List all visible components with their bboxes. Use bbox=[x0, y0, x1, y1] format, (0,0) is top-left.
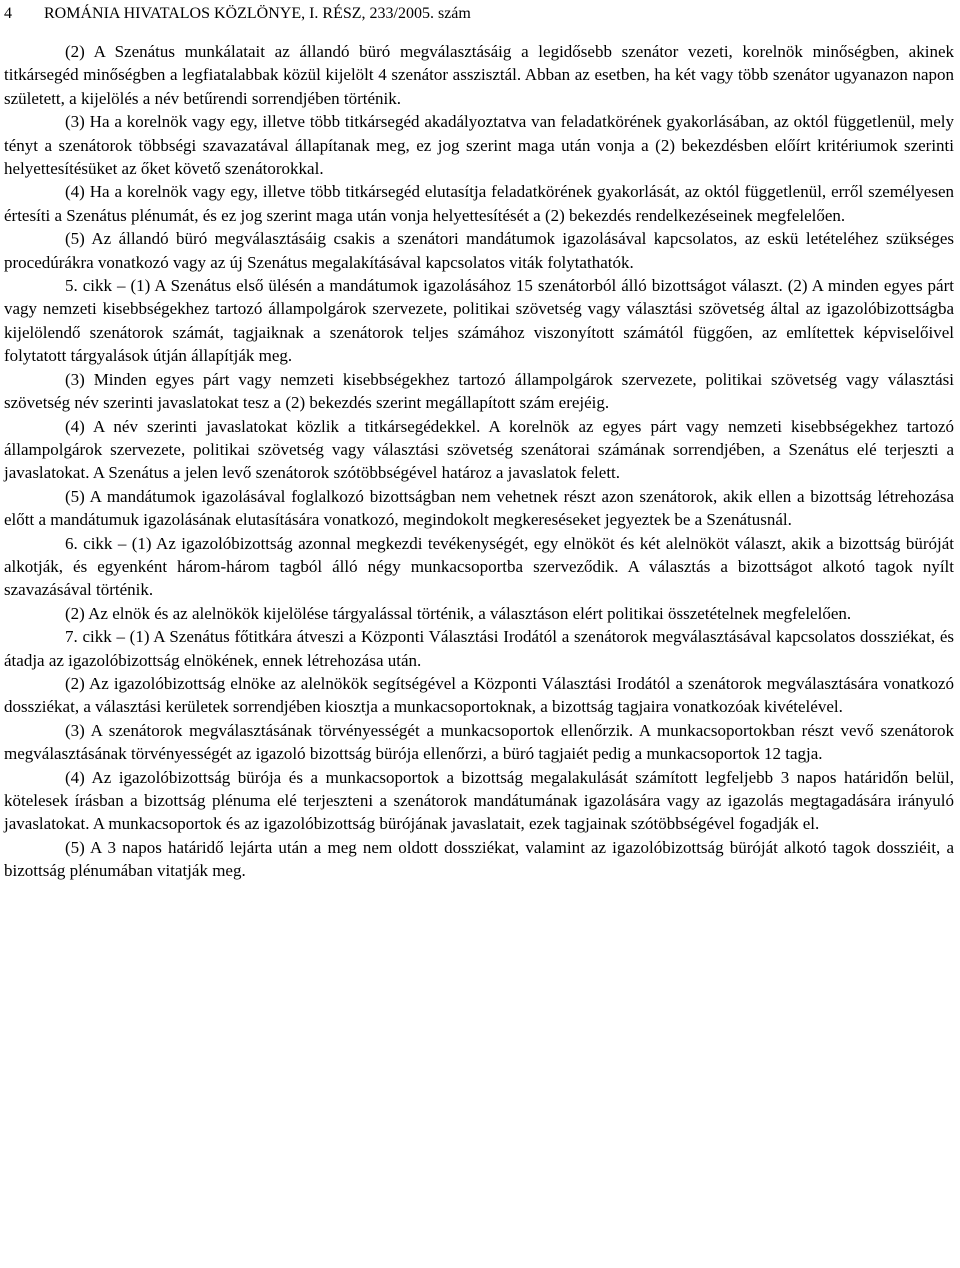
paragraph: (3) A szenátorok megválasztásának törvényességét a munkacsoportok ellenőrzik. A munkacsoportokban részt vevő szenátorok megválasztásának törvényességét az igazoló bizottság bürója ellenőrzi, a büró tagjaiét pedig a munkacsoportok 12 tagja. bbox=[4, 720, 954, 764]
paragraph: (4) Ha a korelnök vagy egy, illetve több titkársegéd elutasítja feladatkörének gyakorlását, az októl függetlenül, erről személyesen értesíti a Szenátus plénumát, és ez jog szerint maga után vonja helyettesítését a (2) bekezdés rendelkezéseinek megfelelően. bbox=[4, 182, 954, 225]
paragraph: 5. cikk – (1) A Szenátus első ülésén a mandátumok igazolásához 15 szenátorból álló bizottságot választ. (2) A minden egyes párt vagy nemzeti kisebbségekhez tartozó állampolgárok szervezete, politikai szövetség vagy választási szövetség által az igazolóbizottságba kijelölendő szenátorok számát, tagjaiknak a szenátorok teljes számához viszonyított számától függően, az említettek képviselőivel folytatott tárgyalások útján állapítják meg. bbox=[4, 276, 954, 366]
paragraph: 7. cikk – (1) A Szenátus főtitkára átveszi a Központi Választási Irodától a szenátorok megválasztásával kapcsolatos dossziékat, és átadja az igazolóbizottság elnökének, ennek létrehozása után. bbox=[4, 627, 954, 670]
page-header bbox=[4, 4, 956, 24]
paragraph: (2) Az elnök és az alelnökök kijelölése tárgyalással történik, a választáson elért politikai összetételnek megfelelően. bbox=[65, 603, 852, 623]
paragraph: (4) Az igazolóbizottság bürója és a munkacsoportok a bizottság megalakulását számított legfeljebb 3 napos határidőn belül, kötelesek írásban a bizottság plénuma elé terjeszteni a szenátorok mandátumának igazolására vagy az igazolás megtagadására irányuló javaslatokat. A munkacsoportok és az igazolóbizottság bürójának javaslatait, ezek tagjainak szótöbbségével fogadják el. bbox=[4, 767, 954, 834]
gazette-title: ROMÁNIA HIVATALOS KÖZLÖNYE, I. RÉSZ, 233/2005. szám bbox=[44, 5, 471, 22]
paragraph: (5) A mandátumok igazolásával foglalkozó bizottságban nem vehetnek részt azon szenátorok, akik ellen a bizottság létrehozása előtt a mandátumuk igazolásának elutasítására vonatkozó, megindokolt megkereséseket jegyeztek be a Szenátusnál. bbox=[4, 486, 954, 530]
paragraph: (3) Minden egyes párt vagy nemzeti kisebbségekhez tartozó állampolgárok szervezete, politikai szövetség vagy választási szövetség név szerinti javaslatokat tesz a (2) bekezdés szerint megállapított szám erejéig. bbox=[4, 369, 954, 413]
page-number: 4 bbox=[4, 5, 12, 22]
document-body bbox=[4, 40, 954, 883]
paragraph: (2) Az igazolóbizottság elnöke az alelnökök segítségével a Központi Választási Irodától a szenátorok megválasztására vonatkozó dossziékat, a választási kerületek sorrendjében kiosztja a munkacsoportoknak, a bizottság tagjaira vonatkozóak kivételével. bbox=[4, 673, 954, 717]
paragraph: (4) A név szerinti javaslatokat közlik a titkársegédekkel. A korelnök az egyes párt vagy nemzeti kisebbségekhez tartozó állampolgárok szervezete, politikai szövetség vagy választási szövetség szenátorai számának sorrendjében, a Szenátus elé terjeszti a javaslatokat. A Szenátus a jelen levő szenátorok szótöbbségével határoz a javaslatok felett. bbox=[4, 416, 954, 483]
paragraph: (5) A 3 napos határidő lejárta után a meg nem oldott dossziékat, valamint az igazolóbizottság büróját alkotó tagok dossziéit, a bizottság plénumában vitatják meg. bbox=[4, 837, 954, 881]
paragraph: (2) A Szenátus munkálatait az állandó büró megválasztásáig a legidősebb szenátor vezeti, korelnök minőségben, akinek titkársegéd minőségben a legfiatalabbak közül kijelölt 4 szenátor asszisztál. Abban az esetben, ha két vagy több szenátor ugyanazon napon született, a kijelölés a név betűrendi sorrendjében történik. bbox=[4, 42, 954, 108]
paragraph: 6. cikk – (1) Az igazolóbizottság azonnal megkezdi tevékenységét, egy elnököt és két alelnököt választ, akik a bizottság büróját alkotják, és egyenként három-három tagból álló négy munkacsoportba szerveződik. A választás a bizottságot alkotó tagok nyílt szavazásával történik. bbox=[4, 533, 954, 600]
paragraph: (5) Az állandó büró megválasztásáig csakis a szenátori mandátumok igazolásával kapcsolatos, az eskü letételéhez szükséges procedúrákra vonatkozó vagy az új Szenátus megalakításával kapcsolatos viták folytathatók. bbox=[4, 229, 954, 272]
paragraph: (3) Ha a korelnök vagy egy, illetve több titkársegéd akadályoztatva van feladatkörének gyakorlásában, az októl függetlenül, mely tényt a szenátorok többségi szavazatával állapítanak meg, ez jog szerint maga után vonja a (2) bekezdésben előírt kritériumok szerinti helyettesítésüket az őket követő szenátorokkal. bbox=[4, 112, 954, 179]
